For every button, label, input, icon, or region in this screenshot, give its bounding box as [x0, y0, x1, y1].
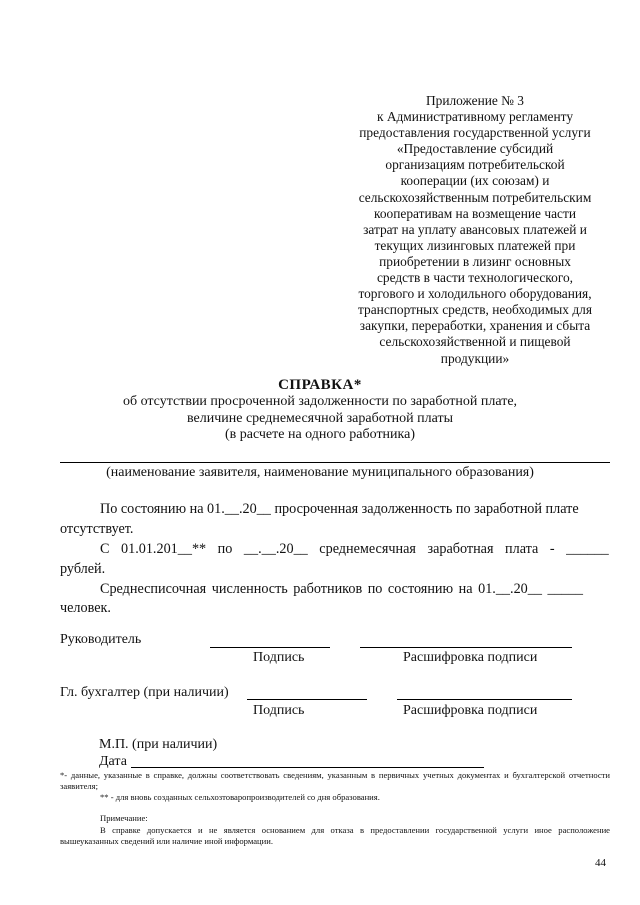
accountant-signature-caption: Подпись [253, 703, 305, 718]
paragraph-average-salary [60, 541, 610, 558]
subtitle-line: величине среднемесячной заработной платы [187, 410, 453, 426]
accountant-label: Гл. бухгалтер (при наличии) [60, 685, 229, 700]
paragraph-line: человек. [60, 600, 111, 616]
appendix-line: кооперативам на возмещение части [374, 205, 576, 221]
appendix-line: транспортных средств, необходимых для [358, 302, 592, 318]
paragraph-arrears-end [60, 521, 610, 538]
paragraph-line: С 01.01.201__** по __.__.20__ среднемесячная заработная плата - ______ [100, 541, 609, 557]
footnote-2: ** - для вновь созданных сельхозтоваропроизводителей со дня образования. [100, 792, 380, 802]
appendix-line: торгового и холодильного оборудования, [358, 286, 592, 302]
head-label: Руководитель [60, 632, 142, 647]
remark-text: В справке допускается и не является основанием для отказа в предоставлении государственной услуги иное расположение вышеуказанных сведений или наличие иной информации. [60, 825, 610, 846]
appendix-line: текущих лизинговых платежей при [374, 237, 576, 253]
accountant-decoding-line [397, 699, 572, 700]
appendix-line: приобретении в лизинг основных [379, 253, 571, 269]
appendix-header [330, 93, 620, 367]
appendix-line: средств в части технологического, [376, 270, 574, 286]
appendix-line: «Предоставление субсидий [396, 141, 554, 157]
paragraph-arrears [60, 501, 610, 518]
appendix-line: кооперации (их союзам) и [400, 173, 550, 189]
head-signature-caption: Подпись [253, 650, 305, 665]
head-decoding-caption: Расшифровка подписи [403, 650, 538, 665]
paragraph-average-salary-end [60, 561, 610, 578]
applicant-name-line [60, 462, 610, 463]
appendix-line: сельскохозяйственным потребительским [358, 189, 592, 205]
paragraph-headcount [60, 581, 610, 598]
paragraph-line: Среднесписочная численность работников по состоянию на 01.__.20__ _____ [100, 581, 583, 597]
appendix-line: организациям потребительской [385, 157, 565, 173]
date-line [131, 767, 484, 768]
page-number: 44 [595, 857, 606, 869]
document-title: СПРАВКА* [278, 377, 362, 393]
appendix-line: к Административному регламенту [376, 109, 574, 125]
appendix-line: Приложение № 3 [425, 93, 525, 108]
date-label: Дата [99, 754, 127, 769]
paragraph-line: рублей. [60, 561, 106, 577]
paragraph-line: отсутствует. [60, 521, 134, 537]
accountant-signature-line [247, 699, 367, 700]
paragraph-line: По состоянию на 01.__.20__ просроченная задолженность по заработной плате [100, 501, 579, 517]
appendix-line: закупки, переработки, хранения и сбыта [359, 318, 591, 334]
paragraph-headcount-end [60, 600, 610, 617]
applicant-caption: (наименование заявителя, наименование муниципального образования) [106, 465, 534, 480]
appendix-line: сельскохозяйственной и пищевой [379, 334, 571, 350]
appendix-line: затрат на уплату авансовых платежей и [363, 221, 587, 237]
accountant-decoding-caption: Расшифровка подписи [403, 703, 538, 718]
remark-title: Примечание: [100, 813, 148, 823]
seal-label: М.П. (при наличии) [99, 737, 218, 752]
head-signature-line [210, 647, 330, 648]
appendix-line: предоставления государственной услуги [359, 125, 591, 141]
subtitle-line: об отсутствии просроченной задолженности по заработной плате, [122, 394, 518, 409]
subtitle-line: (в расчете на одного работника) [224, 427, 416, 442]
head-decoding-line [360, 647, 572, 648]
footnote-1: *- данные, указанные в справке, должны соответствовать сведениям, указанным в первичных учетных документах и бухгалтерской отчетности заявителя; [60, 770, 610, 791]
document-subtitle [0, 394, 640, 444]
appendix-line: продукции» [440, 350, 510, 366]
